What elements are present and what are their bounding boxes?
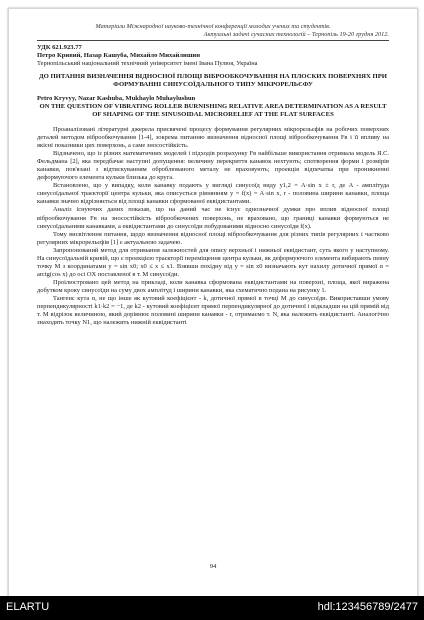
body-paragraph: Аналіз існуючих даних показав, що на даний час не існує однозначної думки про вплив відносної площі віброобкочування Fв на зносостійкість віброобкочених поверхонь, не враховано, що границі канавки формуються не синусоїдальними канавками, а еквідистантами до синусоїди побудованими відносно синусоїди f(x). (37, 206, 389, 230)
document-page (8, 8, 418, 598)
body-paragraph: Проаналізовані літературні джерела присвячені процесу формування регулярних мікрорельєфів на робочих поверхнях деталей методом віброобкочування [1-4], зокрема питанню визначення відносної площі віброобкочування Fв і її впливу на якісні показники цих поверхонь, а саме зносостійкість. (37, 126, 389, 150)
body-paragraph: Запропонований метод для отримання залежностей для опису верхньої і нижньої еквідистант, суть якого у наступному. На синусоїдальній кривій, що є проекцією траєкторії переміщення центра кульки, як деформуючого елемента вибирають певну точку M з координатами y = sin x0; x0 ≤ x ≤ x1. Взявши похідну від y = sin x0 визначають кут нахилу дотичної прямої α = arctg(cos x) до осі OX поставленої в т. M синусоїди. (37, 246, 389, 278)
header-line-2: Актуальні задачі сучасних технологій – Тернопіль 19-20 грудня 2012. (203, 31, 389, 38)
footer-handle-link[interactable]: hdl:123456789/2477 (317, 601, 418, 613)
footer-repository-name: ELARTU (6, 601, 50, 613)
page-content (37, 23, 389, 327)
body-paragraph: Відзначено, що із різних математичних моделей і підходів розрахунку Fв найбільше використання отримала модель Я.С. Фельдмана [2], яка передбачає наступні допущення: величину перекриття канавок нехтують; спотворення форми і розмірів канавки, пов'язані з відтискуванням оброблюваного металу не враховують; проекція відпечатка при проникненні деформуючого елемента кульки близька до круга. (37, 150, 389, 182)
authors-ukrainian: Петро Кривий, Назар Кашуба, Михайло Михайлишин (37, 52, 201, 59)
article-body (37, 126, 389, 327)
title-ukrainian: ДО ПИТАННЯ ВИЗНАЧЕННЯ ВІДНОСНОЇ ПЛОЩІ ВІБРООБКОЧУВАННЯ НА ПЛОСКИХ ПОВЕРХНЯХ ПРИ ФОРМУВАННІ СИНУСОЇДАЛЬНОГО ТИПУ МІКРОРЕЛЬЄФУ (39, 73, 387, 88)
affiliation: Тернопільський національний технічний університет імені Івана Пулюя, Україна (37, 60, 258, 67)
title-english: ON THE QUESTION OF VIBRATING ROLLER BURNISHING RELATIVE AREA DETERMINATION AS A RESULT OF SHAPING OF THE SINUSOIDAL MICRORELIEF AT THE FLAT SURFACES (39, 103, 387, 118)
udk-code: УДК 621.923.77 (37, 44, 82, 51)
running-header (37, 23, 389, 39)
header-line-1: Матеріали Міжнародної науково-технічної конференції молодих учених та студентів. (95, 23, 331, 30)
body-paragraph: Встановлено, що у випадку, коли канавку подають у вигляді синусоїд виду y1,2 = A·sin x ± r, де A - амплітуда синусоїдальної траєкторії центра кульки, яка описується рівнянням y = f(x) = A·sin x, r - половина ширини канавки, площа канавки значно відрізняється від площі канавки сформованої еквідистантами. (37, 182, 389, 206)
body-paragraph: Тому висвітлення питання, щодо визначення відносної площі віброобкочування для різних типів регулярних і частково регулярних мікрорельєфів [1] є актуальною задачею. (37, 230, 389, 246)
body-paragraph: Проілюстровано цей метод на прикладі, коли канавка сформована еквідистантами на поверхні, площа, якої виражена добутком кроку синусоїди на суму двох амплітуд і ширини канавки, яка схематично подана на рисунку 1. (37, 278, 389, 294)
page-number: 94 (209, 563, 217, 570)
body-paragraph: Тангенс кута α, не що інше як кутовий коефіцієнт - k, дотичної прямої в точці M до синусоїди. Використавши умову перпендикулярності k1·k2 = −1, де k2 - кутовий коефіцієнт прямої перпендикулярної до дотичної і відкладши на цій прямій від т. M відрізок величиною, який дорівнює половині ширини канавки - r, отримаємо т. N, яка належить еквідистанті. Аналогічно знаходять точку N1, що належить нижній еквідистанті (37, 294, 389, 327)
authors-english: Petro Kryvyy, Nazar Kashuba, Mukhaylo Muhaylushun (37, 95, 196, 102)
footer-bar (0, 596, 424, 620)
header-rule (37, 40, 389, 41)
